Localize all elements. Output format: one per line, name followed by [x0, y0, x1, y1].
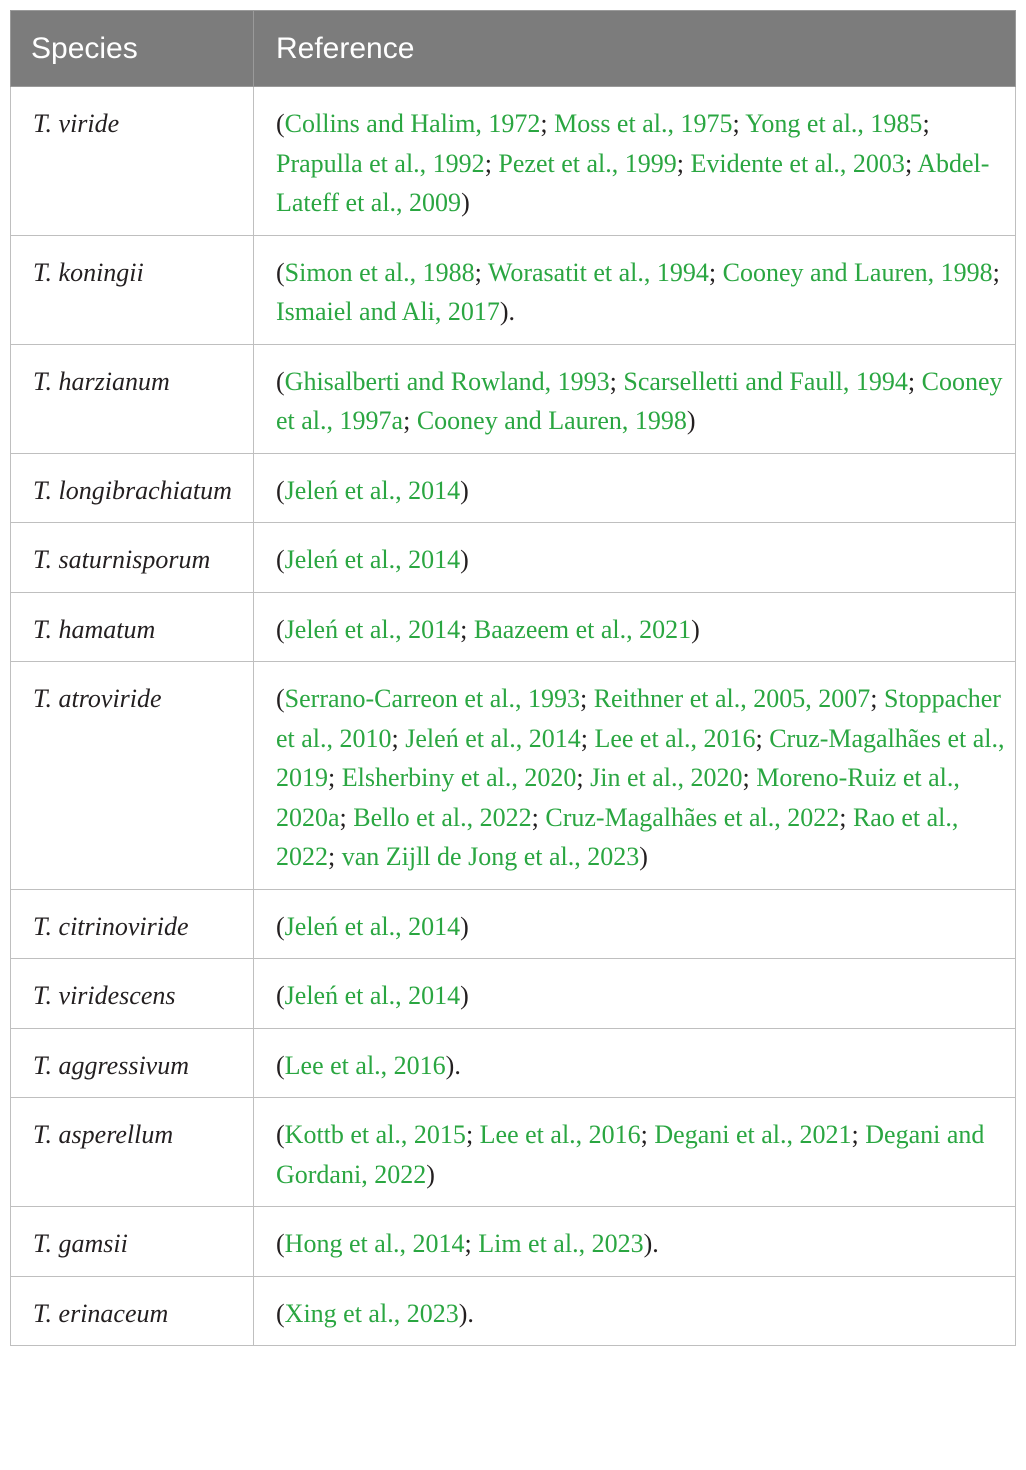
species-cell [11, 344, 254, 453]
species-name: T. aggressivum [33, 1050, 189, 1080]
reference-link[interactable]: Lee et al., 2016 [284, 1050, 446, 1080]
reference-cell: (Jeleń et al., 2014; Baazeem et al., 2021) [254, 592, 1016, 662]
species-cell [11, 1098, 254, 1207]
reference-link[interactable]: Yong et al., 1985 [745, 109, 923, 138]
table-row [11, 662, 1016, 890]
reference-link[interactable]: Ismaiel and Ali, 2017 [276, 297, 500, 326]
species-name: T. viride [33, 109, 120, 138]
reference-link[interactable]: Cruz-Magalhães et al., 2019 [276, 723, 1005, 792]
reference-cell: (Collins and Halim, 1972; Moss et al., 1975; Yong et al., 1985; Prapulla et al., 1992; Pezet et al., 1999; Evidente et al., 2003; Abdel-Lateff et al., 2009) [254, 87, 1016, 236]
reference-close: ) [460, 475, 469, 505]
species-cell [11, 959, 254, 1029]
reference-link[interactable]: Jeleń et al., 2014 [284, 981, 461, 1010]
header-reference: Reference [254, 11, 1016, 87]
table-body [11, 87, 1016, 1346]
reference-link[interactable]: Jeleń et al., 2014 [284, 545, 461, 574]
reference-link[interactable]: Lee et al., 2016 [479, 1120, 641, 1149]
reference-close: ) [686, 406, 696, 435]
species-cell [11, 1028, 254, 1098]
reference-cell: (Jeleń et al., 2014) [254, 523, 1016, 593]
species-name: T. asperellum [33, 1120, 174, 1149]
reference-link[interactable]: Kottb et al., 2015 [284, 1120, 466, 1149]
reference-cell: (Xing et al., 2023). [254, 1276, 1016, 1346]
reference-close: ) [460, 545, 469, 574]
table-row [11, 959, 1016, 1029]
species-name: T. erinaceum [33, 1298, 169, 1328]
species-cell [11, 1276, 254, 1346]
table-header-row [11, 11, 1016, 87]
reference-link[interactable]: Hong et al., 2014 [284, 1229, 465, 1258]
reference-link[interactable]: Jeleń et al., 2014 [284, 475, 461, 505]
reference-cell: (Serrano-Carreon et al., 1993; Reithner et al., 2005, 2007; Stoppacher et al., 2010; Jeleń et al., 2014; Lee et al., 2016; Cruz-Magalhães et al., 2019; Elsherbiny et al., 2020; Jin et al., 2020; Moreno-Ruiz et al., 2020a; Bello et al., 2022; Cruz-Magalhães et al., 2022; Rao et al., 2022; van Zijll de Jong et al., 2023) [254, 662, 1016, 890]
species-cell [11, 889, 254, 959]
reference-link[interactable]: Evidente et al., 2003 [690, 148, 905, 178]
reference-link[interactable]: Cooney et al., 1997a [276, 366, 1003, 435]
reference-close: ) [460, 911, 469, 941]
species-cell [11, 87, 254, 236]
reference-cell: (Ghisalberti and Rowland, 1993; Scarselletti and Faull, 1994; Cooney et al., 1997a; Cooney and Lauren, 1998) [254, 344, 1016, 453]
reference-cell: (Jeleń et al., 2014) [254, 889, 1016, 959]
reference-link[interactable]: Stoppacher et al., 2010 [276, 684, 1001, 753]
reference-close: ) [639, 842, 648, 871]
reference-link[interactable]: Ghisalberti and Rowland, 1993 [284, 366, 610, 396]
reference-close: ) [461, 188, 470, 217]
reference-close: ) [691, 614, 700, 644]
table-row [11, 344, 1016, 453]
reference-link[interactable]: Scarselletti and Faull, 1994 [623, 366, 908, 396]
reference-link[interactable]: Jin et al., 2020 [590, 763, 743, 792]
reference-close: ). [499, 297, 516, 326]
species-cell [11, 235, 254, 344]
table-row [11, 592, 1016, 662]
table-row [11, 87, 1016, 236]
reference-link[interactable]: Lee et al., 2016 [594, 723, 756, 753]
species-name: T. longibrachiatum [33, 475, 232, 505]
reference-link[interactable]: Worasatit et al., 1994 [487, 257, 709, 287]
table-row [11, 1098, 1016, 1207]
reference-link[interactable]: Jeleń et al., 2014 [284, 614, 461, 644]
reference-link[interactable]: Baazeem et al., 2021 [473, 614, 692, 644]
reference-link[interactable]: Simon et al., 1988 [284, 257, 475, 287]
reference-link[interactable]: Lim et al., 2023 [478, 1229, 644, 1258]
reference-link[interactable]: Cruz-Magalhães et al., 2022 [545, 802, 840, 832]
species-name: T. atroviride [33, 684, 162, 713]
reference-cell: (Hong et al., 2014; Lim et al., 2023). [254, 1207, 1016, 1277]
reference-link[interactable]: Elsherbiny et al., 2020 [341, 763, 577, 792]
reference-cell: (Jeleń et al., 2014) [254, 959, 1016, 1029]
table-row [11, 1276, 1016, 1346]
species-name: T. citrinoviride [33, 911, 189, 941]
reference-close: ). [445, 1050, 461, 1080]
header-species: Species [11, 11, 254, 87]
species-name: T. harzianum [33, 366, 170, 396]
species-reference-table [10, 10, 1016, 1346]
reference-link[interactable]: Collins and Halim, 1972 [284, 109, 541, 138]
reference-link[interactable]: Bello et al., 2022 [353, 802, 532, 832]
table-row [11, 889, 1016, 959]
reference-link[interactable]: Cooney and Lauren, 1998 [722, 257, 993, 287]
reference-link[interactable]: Abdel-Lateff et al., 2009 [276, 148, 990, 217]
reference-link[interactable]: Reithner et al., 2005, 2007 [593, 684, 871, 713]
reference-cell: (Kottb et al., 2015; Lee et al., 2016; Degani et al., 2021; Degani and Gordani, 2022) [254, 1098, 1016, 1207]
table-row [11, 1028, 1016, 1098]
reference-cell: (Simon et al., 1988; Worasatit et al., 1994; Cooney and Lauren, 1998; Ismaiel and Ali, 2017). [254, 235, 1016, 344]
reference-link[interactable]: Pezet et al., 1999 [498, 148, 677, 178]
reference-link[interactable]: Rao et al., 2022 [276, 802, 959, 871]
reference-cell: (Jeleń et al., 2014) [254, 453, 1016, 523]
reference-link[interactable]: Jeleń et al., 2014 [405, 723, 581, 753]
reference-close: ). [643, 1229, 659, 1258]
species-name: T. gamsii [33, 1229, 128, 1258]
reference-close: ). [458, 1298, 474, 1328]
species-name: T. saturnisporum [33, 545, 211, 574]
species-cell [11, 1207, 254, 1277]
reference-link[interactable]: Moss et al., 1975 [554, 109, 733, 138]
table-row [11, 1207, 1016, 1277]
reference-link[interactable]: Prapulla et al., 1992 [276, 148, 485, 178]
species-name: T. viridescens [33, 981, 176, 1010]
species-cell [11, 523, 254, 593]
table-row [11, 523, 1016, 593]
reference-link[interactable]: Degani et al., 2021 [654, 1120, 852, 1149]
reference-link[interactable]: Degani and Gordani, 2022 [276, 1120, 985, 1189]
reference-link[interactable]: Xing et al., 2023 [284, 1298, 459, 1328]
reference-cell: (Lee et al., 2016). [254, 1028, 1016, 1098]
reference-link[interactable]: van Zijll de Jong et al., 2023 [341, 842, 640, 871]
species-name: T. hamatum [33, 614, 156, 644]
table-row [11, 235, 1016, 344]
reference-link[interactable]: Jeleń et al., 2014 [284, 911, 461, 941]
species-name: T. koningii [33, 257, 144, 287]
reference-link[interactable]: Moreno-Ruiz et al., 2020a [276, 763, 960, 832]
species-cell [11, 592, 254, 662]
reference-close: ) [426, 1159, 435, 1189]
reference-close: ) [460, 981, 469, 1010]
species-cell [11, 453, 254, 523]
reference-link[interactable]: Serrano-Carreon et al., 1993 [284, 684, 580, 713]
reference-link[interactable]: Cooney and Lauren, 1998 [416, 406, 687, 435]
table-row [11, 453, 1016, 523]
species-cell [11, 662, 254, 890]
